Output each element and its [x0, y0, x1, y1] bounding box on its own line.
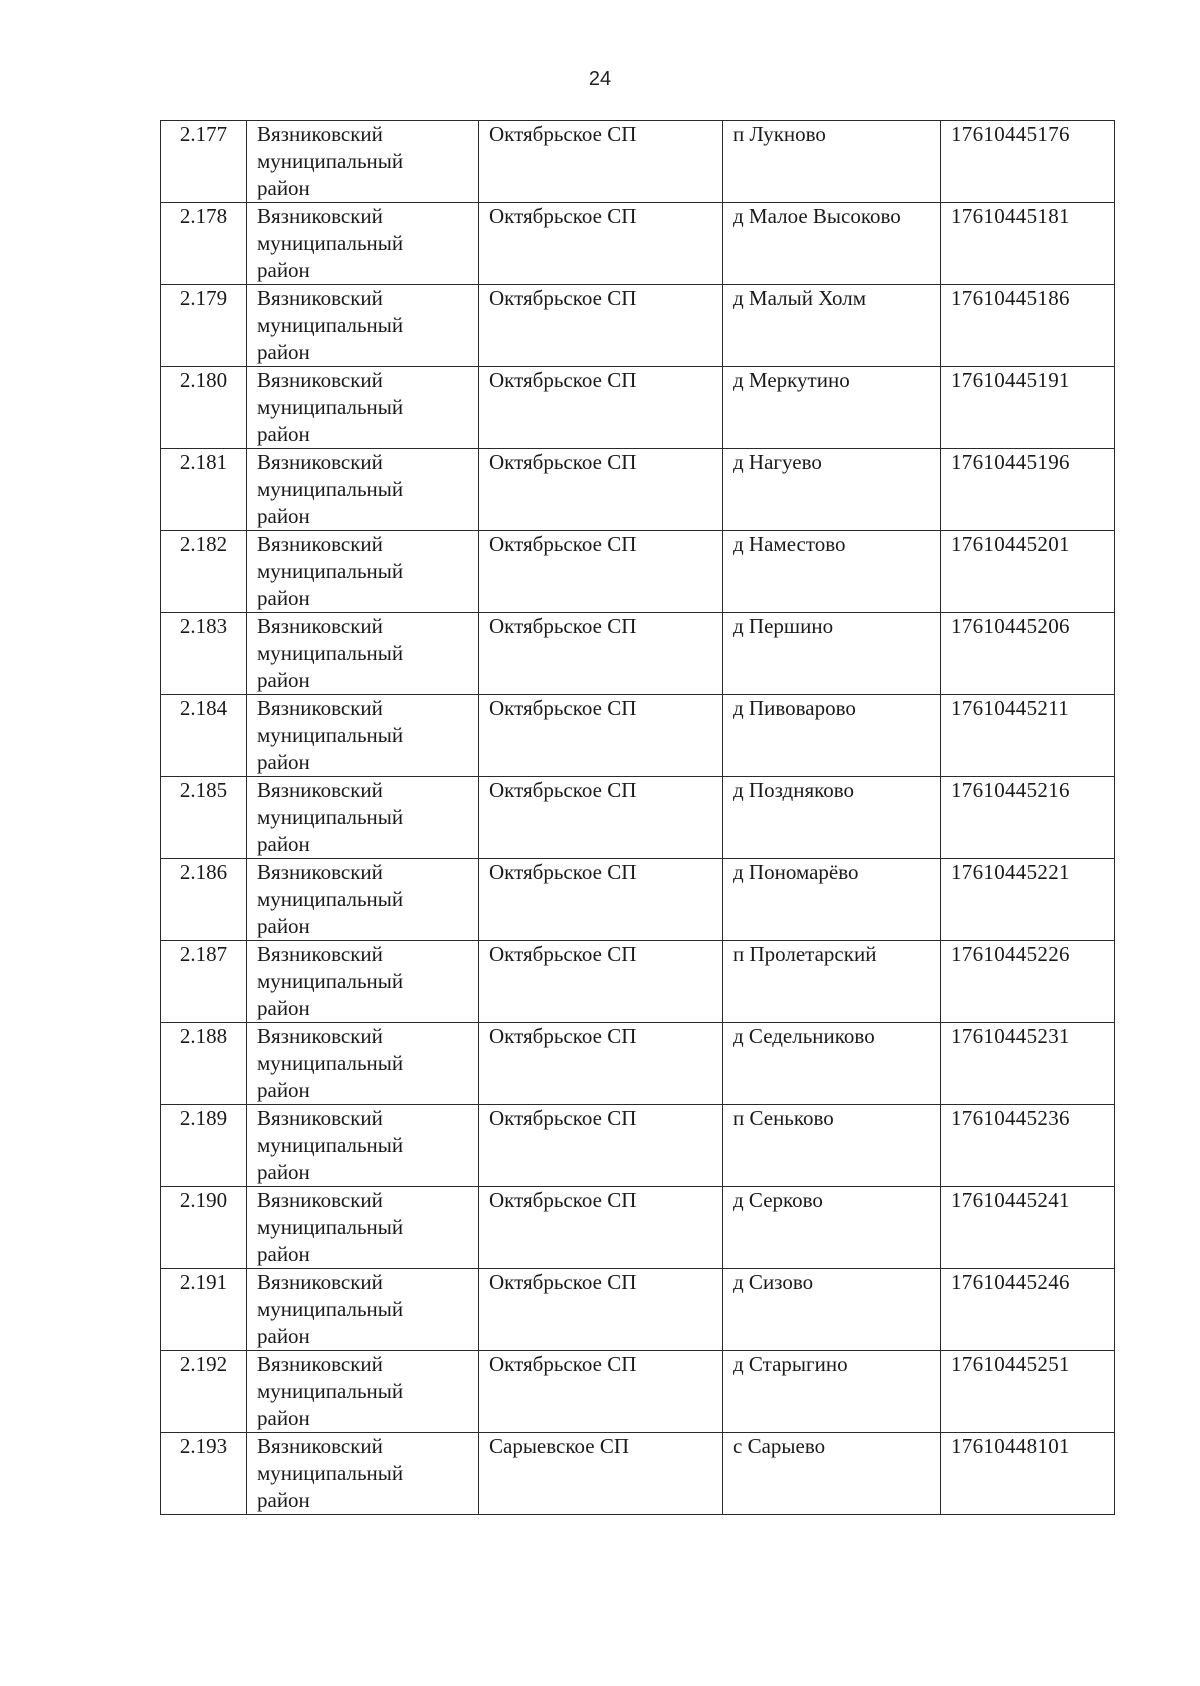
district-line: район [257, 1078, 310, 1102]
district-line: Вязниковский [257, 860, 383, 884]
district-line: район [257, 832, 310, 856]
table-row [161, 285, 1115, 367]
district-line: Вязниковский [257, 1188, 383, 1212]
district-cell [247, 1105, 479, 1187]
district-line: Вязниковский [257, 204, 383, 228]
oktmo-code-cell: 17610445231 [941, 1023, 1115, 1105]
oktmo-code-cell: 17610445246 [941, 1269, 1115, 1351]
oktmo-code-cell: 17610445176 [941, 121, 1115, 203]
table-row [161, 1105, 1115, 1187]
table-row [161, 1023, 1115, 1105]
settlement-cell: Октябрьское СП [479, 777, 723, 859]
district-cell [247, 1023, 479, 1105]
row-number-cell: 2.180 [161, 367, 247, 449]
oktmo-code-cell: 17610445211 [941, 695, 1115, 777]
locality-cell: п Лукново [723, 121, 941, 203]
district-line: Вязниковский [257, 1352, 383, 1376]
oktmo-code-cell: 17610445181 [941, 203, 1115, 285]
table-row [161, 121, 1115, 203]
oktmo-code-cell: 17610445196 [941, 449, 1115, 531]
district-line: муниципальный [257, 313, 404, 337]
row-number-cell: 2.179 [161, 285, 247, 367]
table-row [161, 695, 1115, 777]
settlement-cell: Октябрьское СП [479, 941, 723, 1023]
row-number-cell: 2.190 [161, 1187, 247, 1269]
oktmo-code-cell: 17610445241 [941, 1187, 1115, 1269]
district-line: муниципальный [257, 723, 404, 747]
row-number-cell: 2.187 [161, 941, 247, 1023]
row-number-cell: 2.188 [161, 1023, 247, 1105]
row-number-cell: 2.192 [161, 1351, 247, 1433]
locality-cell: д Поздняково [723, 777, 941, 859]
table-body [161, 121, 1115, 1515]
district-line: муниципальный [257, 559, 404, 583]
row-number-cell: 2.186 [161, 859, 247, 941]
settlement-cell: Октябрьское СП [479, 285, 723, 367]
table-row [161, 1351, 1115, 1433]
district-cell [247, 1187, 479, 1269]
row-number-cell: 2.189 [161, 1105, 247, 1187]
district-line: район [257, 668, 310, 692]
district-line: муниципальный [257, 969, 404, 993]
district-line: район [257, 1488, 310, 1512]
table-row [161, 941, 1115, 1023]
district-cell [247, 1351, 479, 1433]
district-line: муниципальный [257, 1215, 404, 1239]
oktmo-code-cell: 17610448101 [941, 1433, 1115, 1515]
settlement-cell: Октябрьское СП [479, 121, 723, 203]
oktmo-code-cell: 17610445186 [941, 285, 1115, 367]
row-number-cell: 2.183 [161, 613, 247, 695]
district-cell [247, 777, 479, 859]
district-line: муниципальный [257, 477, 404, 501]
district-cell [247, 613, 479, 695]
oktmo-code-cell: 17610445221 [941, 859, 1115, 941]
table-row [161, 613, 1115, 695]
district-line: муниципальный [257, 805, 404, 829]
settlement-cell: Октябрьское СП [479, 367, 723, 449]
settlement-cell: Октябрьское СП [479, 531, 723, 613]
district-line: Вязниковский [257, 368, 383, 392]
table-row [161, 777, 1115, 859]
oktmo-code-cell: 17610445226 [941, 941, 1115, 1023]
oktmo-code-cell: 17610445236 [941, 1105, 1115, 1187]
oktmo-code-cell: 17610445206 [941, 613, 1115, 695]
district-line: муниципальный [257, 641, 404, 665]
locality-cell: д Старыгино [723, 1351, 941, 1433]
settlement-cell: Октябрьское СП [479, 613, 723, 695]
table-row [161, 1187, 1115, 1269]
oktmo-code-cell: 17610445191 [941, 367, 1115, 449]
district-line: муниципальный [257, 1051, 404, 1075]
district-line: муниципальный [257, 887, 404, 911]
district-line: Вязниковский [257, 1024, 383, 1048]
district-cell [247, 449, 479, 531]
table-row [161, 531, 1115, 613]
district-cell [247, 203, 479, 285]
district-cell [247, 941, 479, 1023]
page-number: 24 [588, 68, 612, 90]
settlement-cell: Октябрьское СП [479, 1351, 723, 1433]
district-cell [247, 121, 479, 203]
oktmo-code-cell: 17610445251 [941, 1351, 1115, 1433]
row-number-cell: 2.181 [161, 449, 247, 531]
locality-cell: д Першино [723, 613, 941, 695]
row-number-cell: 2.191 [161, 1269, 247, 1351]
table-row [161, 859, 1115, 941]
district-line: район [257, 504, 310, 528]
settlement-cell: Октябрьское СП [479, 1187, 723, 1269]
settlement-cell: Октябрьское СП [479, 859, 723, 941]
district-line: Вязниковский [257, 1106, 383, 1130]
locality-cell: д Меркутино [723, 367, 941, 449]
locality-cell: п Пролетарский [723, 941, 941, 1023]
district-cell [247, 1433, 479, 1515]
district-line: Вязниковский [257, 778, 383, 802]
district-cell [247, 1269, 479, 1351]
locality-cell: д Малое Высоково [723, 203, 941, 285]
table-row [161, 1269, 1115, 1351]
locality-cell: д Серково [723, 1187, 941, 1269]
district-line: район [257, 1242, 310, 1266]
oktmo-code-cell: 17610445201 [941, 531, 1115, 613]
settlement-cell: Октябрьское СП [479, 1269, 723, 1351]
district-line: район [257, 258, 310, 282]
district-line: муниципальный [257, 395, 404, 419]
district-line: Вязниковский [257, 450, 383, 474]
district-line: Вязниковский [257, 122, 383, 146]
locality-cell: д Седельниково [723, 1023, 941, 1105]
district-line: район [257, 422, 310, 446]
district-line: муниципальный [257, 1297, 404, 1321]
district-cell [247, 859, 479, 941]
district-cell [247, 367, 479, 449]
table-row [161, 367, 1115, 449]
locality-cell: д Пивоварово [723, 695, 941, 777]
district-line: район [257, 914, 310, 938]
table-row [161, 203, 1115, 285]
district-line: Вязниковский [257, 614, 383, 638]
locality-cell: с Сарыево [723, 1433, 941, 1515]
district-line: район [257, 750, 310, 774]
settlement-cell: Октябрьское СП [479, 449, 723, 531]
district-line: Вязниковский [257, 1434, 383, 1458]
table-row [161, 449, 1115, 531]
settlement-cell: Октябрьское СП [479, 1023, 723, 1105]
row-number-cell: 2.182 [161, 531, 247, 613]
district-line: район [257, 996, 310, 1020]
row-number-cell: 2.185 [161, 777, 247, 859]
row-number-cell: 2.193 [161, 1433, 247, 1515]
settlement-cell: Октябрьское СП [479, 1105, 723, 1187]
row-number-cell: 2.184 [161, 695, 247, 777]
row-number-cell: 2.178 [161, 203, 247, 285]
settlement-cell: Октябрьское СП [479, 203, 723, 285]
locality-registry-table [160, 120, 1115, 1515]
district-line: Вязниковский [257, 942, 383, 966]
district-line: муниципальный [257, 1379, 404, 1403]
table-row [161, 1433, 1115, 1515]
district-line: район [257, 1324, 310, 1348]
district-line: район [257, 1160, 310, 1184]
district-line: Вязниковский [257, 696, 383, 720]
locality-cell: д Сизово [723, 1269, 941, 1351]
settlement-cell: Сарыевское СП [479, 1433, 723, 1515]
locality-cell: п Сеньково [723, 1105, 941, 1187]
district-line: район [257, 586, 310, 610]
row-number-cell: 2.177 [161, 121, 247, 203]
oktmo-code-cell: 17610445216 [941, 777, 1115, 859]
district-line: муниципальный [257, 1461, 404, 1485]
district-line: Вязниковский [257, 286, 383, 310]
locality-cell: д Нагуево [723, 449, 941, 531]
district-line: Вязниковский [257, 532, 383, 556]
district-line: муниципальный [257, 1133, 404, 1157]
district-cell [247, 695, 479, 777]
district-line: муниципальный [257, 231, 404, 255]
district-line: Вязниковский [257, 1270, 383, 1294]
locality-cell: д Наместово [723, 531, 941, 613]
district-line: район [257, 176, 310, 200]
district-line: район [257, 340, 310, 364]
settlement-cell: Октябрьское СП [479, 695, 723, 777]
locality-cell: д Малый Холм [723, 285, 941, 367]
district-cell [247, 531, 479, 613]
district-cell [247, 285, 479, 367]
locality-cell: д Пономарёво [723, 859, 941, 941]
district-line: район [257, 1406, 310, 1430]
district-line: муниципальный [257, 149, 404, 173]
